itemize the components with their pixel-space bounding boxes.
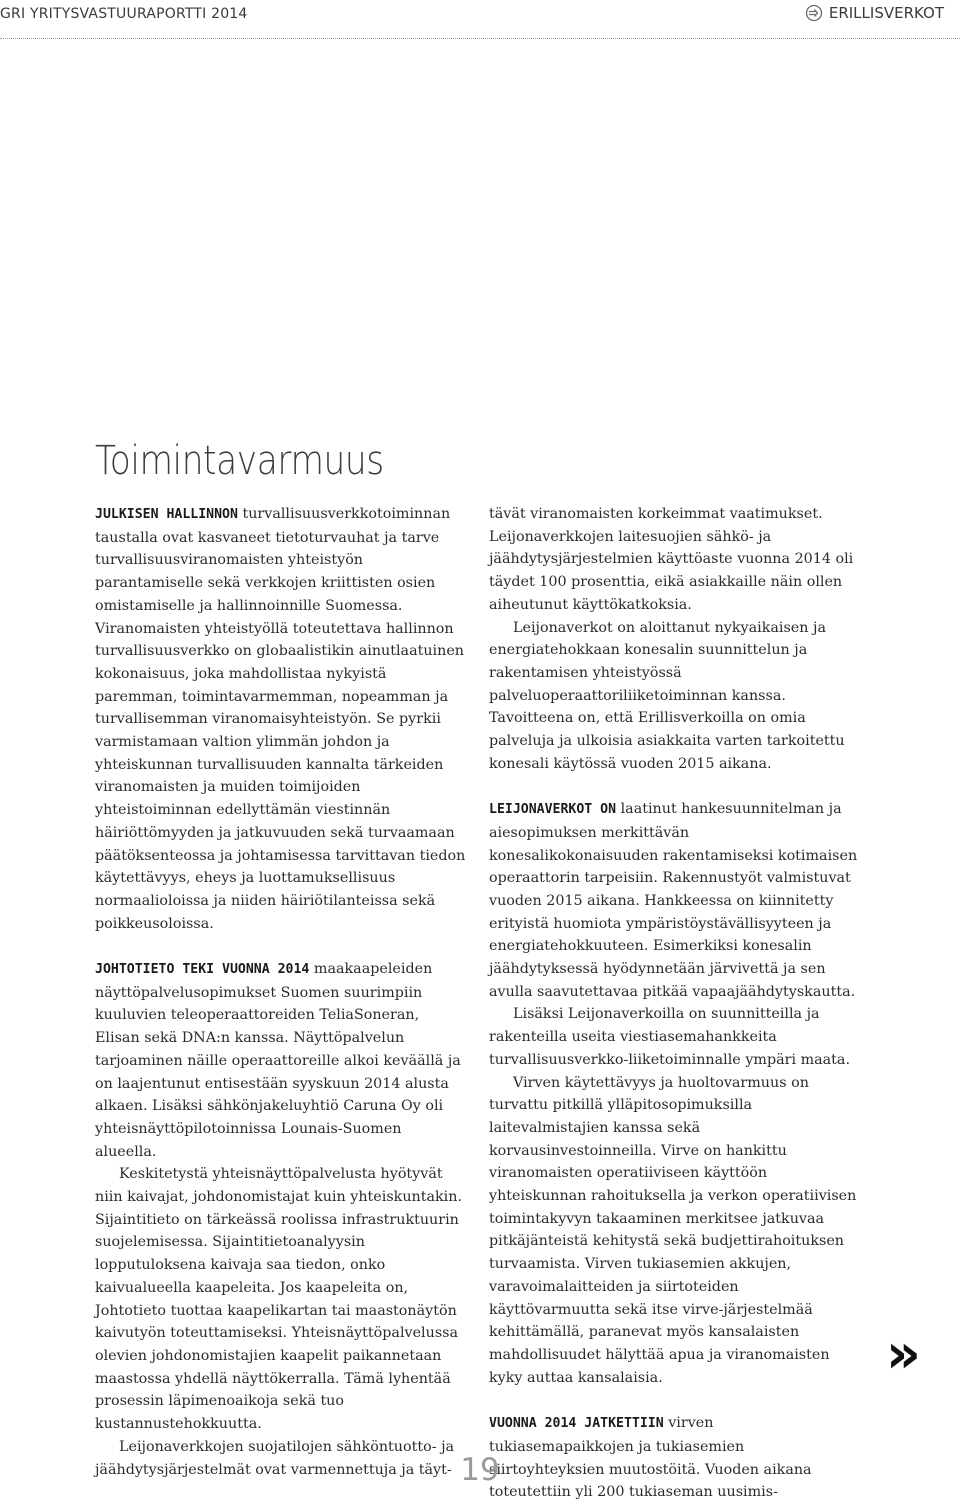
paragraph: tävät viranomaisten korkeimmat vaatimukset. Leijonaverkkojen laitesuojien sähkö- ja jäähdytysjärjestelmien käyttöaste vuonna 2014 oli täydet 100 prosenttia, eikä asiakkaille näin ollen aiheutunut käyttökatkoksia. bbox=[489, 506, 854, 613]
header-divider bbox=[0, 38, 960, 39]
paragraph bbox=[95, 503, 467, 935]
paragraph-text: virven tukiasemapaikkojen ja tukiasemien siirtoyhteyksien muutostöitä. Vuoden aikana toteutettiin yli 200 tukiaseman uusimis- bbox=[489, 1415, 812, 1501]
paragraph: Virven käytettävyys ja huoltovarmuus on turvattu pitkillä ylläpitosopimuksilla laitevalmistajien kanssa sekä korvausinvestoinneilla. Virve on hankittu viranomaisten operatiiviseen käyttöön yhteiskunnan rahoituksella ja verkon operatiivisen toimintakyvyn takaaminen merkitsee jatkuvaa pitkäjänteistä kehitystä sekä budjettirahoituksen turvaamista. Virven tukiasemien akkujen, varavoimalaitteiden ja siirtoteiden käyttövarmuutta sekä itse virve-järjestelmää kehittämällä, paranevat myös kansalaisten mahdollisuudet hälyttää apua ja viranomaisten kyky auttaa kansalaisia. bbox=[489, 1074, 857, 1386]
paragraph-lead: JULKISEN HALLINNON bbox=[95, 507, 238, 522]
paragraph bbox=[95, 958, 467, 1163]
paragraph-lead: LEIJONAVERKOT ON bbox=[489, 802, 617, 818]
arrow-circle-icon bbox=[805, 4, 823, 22]
right-column bbox=[489, 503, 861, 1504]
paragraph bbox=[489, 798, 861, 1003]
paragraph-text: turvallisuusverkkotoiminnan taustalla ovat kasvaneet tietoturvauhat ja tarve turvallisuusviranomaisten yhteistyön parantamiselle sekä verkkojen kriittisten osien omistamiselle ja hallinnoinnille Suomessa. Viranomaisten yhteistyöllä toteutettava hallinnon turvallisuusverkko on globaalistikin ainutlaatuinen kokonaisuus, joka mahdollistaa nykyistä paremman, toimintavarmemman, nopeamman ja turvallisemman viranomaisyhteistyön. Se pyrkii varmistamaan valtion ylimmän johdon ja yhteiskunnan turvallisuuden kannalta tärkeiden viranomaisten ja muiden toimijoiden yhteistoiminnan edellyttämän viestinnän häiriöttömyyden ja jatkuvuuden sekä turvaamaan päätöksenteossa ja johtamisessa tarvittavan tiedon käytettävyys, eheys ja luottamuksellisuus normaalioloissa ja niiden häiriötilanteissa sekä poikkeusoloissa. bbox=[95, 506, 466, 932]
report-title: GRI YRITYSVASTUURAPORTTI 2014 bbox=[0, 6, 248, 22]
paragraph-text: maakaapeleiden näyttöpalvelusopimukset Suomen suurimpiin kuuluvien teleoperaattoreiden TeliaSoneran, Elisan sekä DNA:n kanssa. Näyttöpalvelun tarjoaminen näille operaattoreille alkoi keväällä ja on laajentunut entisestään syyskuun 2014 alusta alkaen. Lisäksi sähkönjakeluyhtiö Caruna Oy oli yhteisnäyttöpilotoinnissa Lounais-Suomen alueella. bbox=[95, 961, 461, 1160]
paragraph-text: laatinut hankesuunnitelman ja aiesopimuksen merkittävän konesalikokonaisuuden rakentamiseksi kotimaisen operaattorin tarpeisiin. Rakennustyöt valmistuvat vuoden 2015 aikana. Hankkeessa on kiinnitetty erityistä huomiota ympäristöystävällisyyteen ja energiatehokkuuteen. Esimerkiksi konesalin jäähdytyksessä hyödynnetään järvivettä ja sen avulla saavutettavaa pitkää vapaajäähdytyskautta. bbox=[489, 801, 858, 1000]
page-title: Toimintavarmuus bbox=[95, 438, 384, 484]
section-header[interactable] bbox=[805, 4, 944, 22]
paragraph: Keskitetystä yhteisnäyttöpalvelusta hyötyvät niin kaivajat, johdonomistajat kuin yhteiskuntakin. Sijaintitieto on tärkeässä roolissa infrastruktuurin suojelemisessa. Sijaintitietoanalyysin lopputuloksena kaivaja saa tiedon, onko kaivualueella kaapeleita. Jos kaapeleita on, Johtotieto tuottaa kaapelikartan tai maastonäytön kaivutyön toteuttamiseksi. Yhteisnäyttöpalvelussa olevien johdonomistajien kaapelit paikannetaan maastossa yhdellä näyttökerralla. Tämä lyhentää prosessin läpimenoaikoja sekä tuo kustannustehokkuutta. bbox=[95, 1166, 462, 1433]
page-number: 19 bbox=[460, 1452, 500, 1488]
paragraph-lead: JOHTOTIETO TEKI VUONNA 2014 bbox=[95, 962, 310, 978]
paragraph-lead: VUONNA 2014 JATKETTIIN bbox=[489, 1416, 664, 1432]
left-column bbox=[95, 503, 467, 1481]
section-name: ERILLISVERKOT bbox=[828, 4, 944, 22]
continue-arrow-icon[interactable]: » bbox=[886, 1322, 921, 1385]
paragraph: Leijonaverkot on aloittanut nykyaikaisen ja energiatehokkaan konesalin suunnittelun ja rakentamisen yhteistyössä palveluoperaattoriliiketoiminnan kanssa. Tavoitteena on, että Erillisverkoilla on omia palveluja ja ulkoisia asiakkaita varten tarkoitettu konesali käytössä vuoden 2015 aikana. bbox=[489, 619, 845, 772]
paragraph: Leijonaverkkojen suojatilojen sähköntuotto- ja jäähdytysjärjestelmät ovat varmennettuja ja täyt- bbox=[95, 1438, 455, 1478]
paragraph: Lisäksi Leijonaverkoilla on suunnitteilla ja rakenteilla useita viestiasemahankkeita turvallisuusverkko-liiketoiminnalle ympäri maata. bbox=[489, 1006, 850, 1068]
